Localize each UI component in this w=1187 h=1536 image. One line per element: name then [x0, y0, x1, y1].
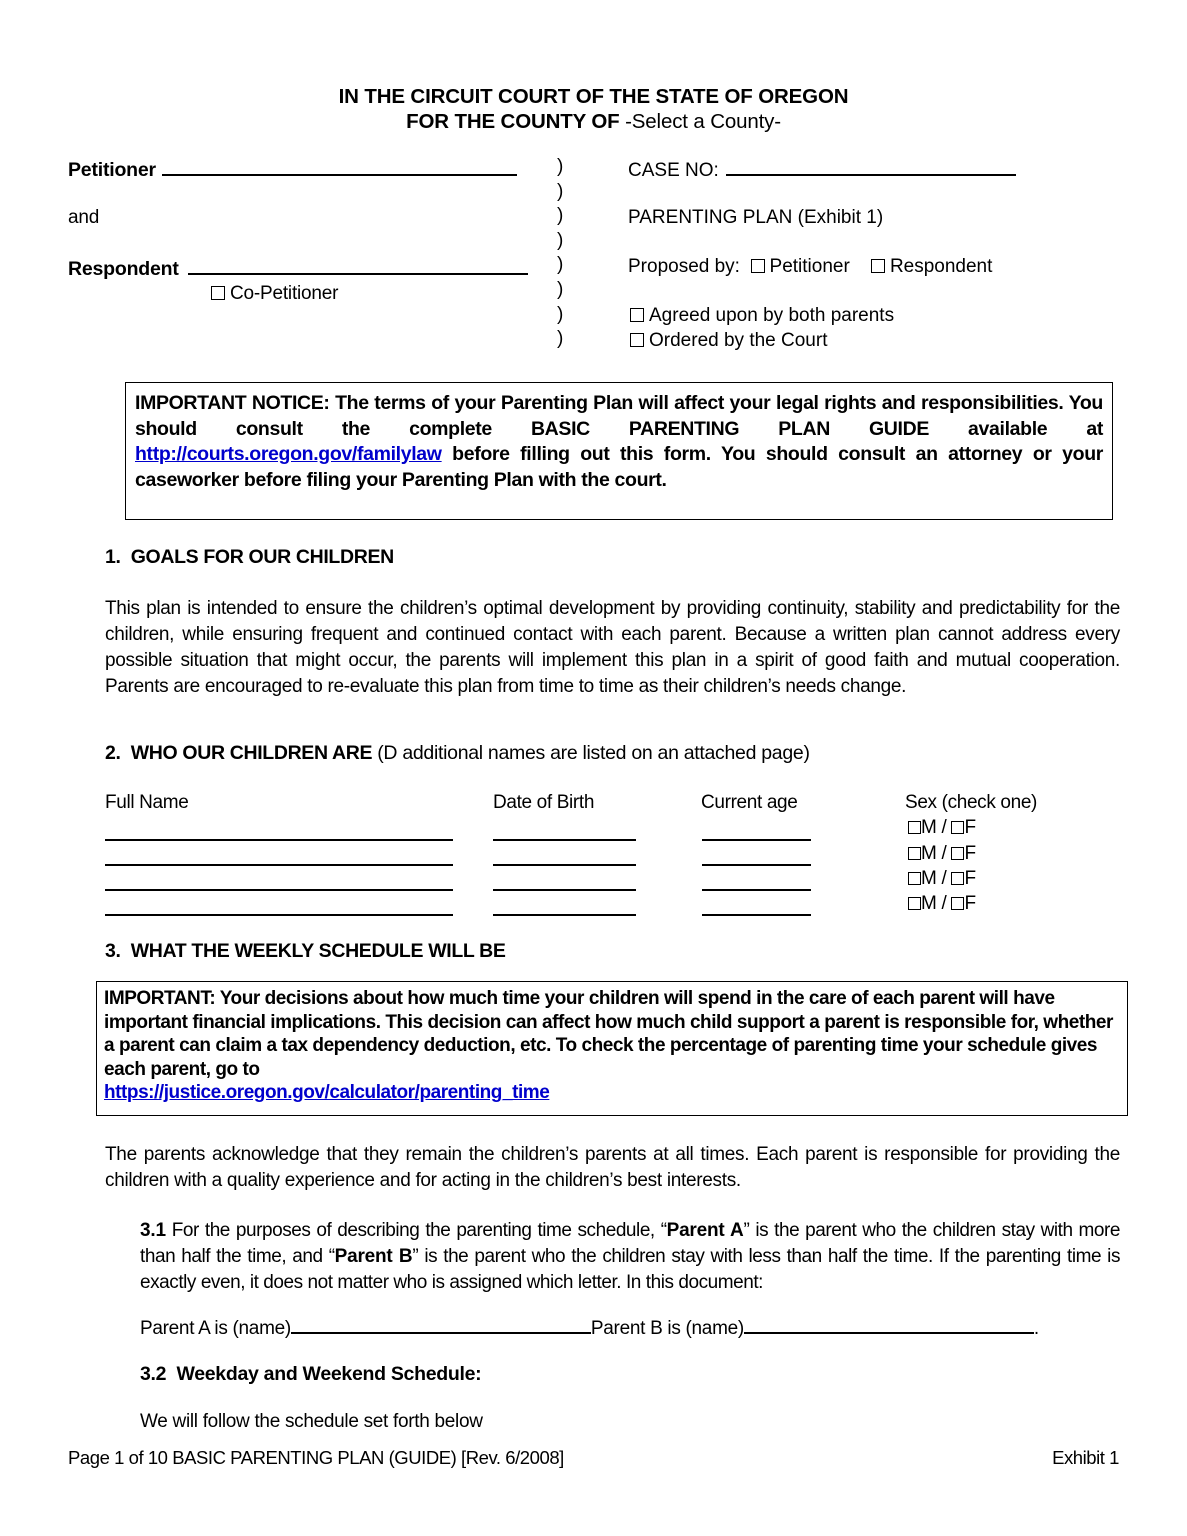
important-financial-text [104, 987, 1120, 1105]
petitioner-row [68, 157, 517, 182]
field-age-row-2[interactable] [702, 864, 811, 866]
paren-mark: ) [557, 254, 564, 276]
parent-line-period: . [1033, 1318, 1039, 1339]
checkbox-icon-female-row-4[interactable] [951, 897, 964, 910]
checkbox-icon-male-row-3[interactable] [908, 872, 921, 885]
county-select-value[interactable]: -Select a County- [625, 110, 781, 133]
section-3-number: 3. [105, 940, 121, 962]
label-female-row-3: F [964, 868, 976, 889]
caption-paren-column [557, 155, 563, 352]
respondent-row [68, 256, 528, 281]
and-label: and [68, 207, 100, 228]
important-notice-box [125, 382, 1113, 520]
important-notice-heading: IMPORTANT NOTICE: [135, 392, 330, 414]
parent-b-name-field[interactable] [744, 1316, 1034, 1334]
paren-mark: ) [557, 328, 564, 350]
sex-checkboxes-row-1[interactable] [908, 817, 976, 839]
label-male-row-3: M [921, 868, 937, 889]
label-female-row-2: F [964, 843, 976, 864]
court-title-line-1: IN THE CIRCUIT COURT OF THE STATE OF OREGON [338, 85, 849, 108]
section-3-1-text [140, 1218, 1120, 1296]
paren-mark: ) [557, 303, 564, 325]
parent-a-name-field[interactable] [291, 1316, 591, 1334]
paren-mark: ) [557, 278, 564, 300]
parent-name-fields-row [140, 1316, 1039, 1340]
parent-a-term: Parent A [666, 1220, 744, 1241]
sex-separator-row-3: / [941, 868, 947, 889]
paren-mark: ) [557, 156, 564, 177]
column-header-full-name: Full Name [105, 792, 189, 813]
checkbox-icon-proposed-petitioner[interactable] [751, 259, 765, 273]
parent-b-label: Parent B is (name) [590, 1318, 744, 1339]
checkbox-icon-female-row-1[interactable] [951, 821, 964, 834]
ordered-label: Ordered by the Court [649, 330, 828, 351]
section-1-body: This plan is intended to ensure the children’s optimal development by providing continuity, stability and predictability for the children, while ensuring frequent and continued contact with each parent. Because a written plan cannot address every possible situation that might occur, the parents will implement this plan in a spirit of good faith and mutual cooperation. Parents are encouraged to re-evaluate this plan from time to time as their children’s needs change. [105, 598, 1120, 697]
field-full-name-row-3[interactable] [105, 889, 453, 891]
section-3-1-part-1: For the purposes of describing the parenting time schedule, “ [165, 1220, 667, 1241]
petitioner-label: Petitioner [68, 159, 156, 181]
field-full-name-row-2[interactable] [105, 864, 453, 866]
court-title-line-2 [0, 109, 1187, 134]
label-female-row-1: F [964, 817, 976, 838]
section-2-number: 2. [105, 742, 121, 764]
proposed-respondent-label: Respondent [889, 256, 993, 277]
checkbox-icon-proposed-respondent[interactable] [871, 259, 885, 273]
parent-a-label: Parent A is (name) [140, 1318, 291, 1339]
footer-left-text: Page 1 of 10 BASIC PARENTING PLAN (GUIDE) [Rev. 6/2008] [68, 1447, 564, 1468]
field-dob-row-3[interactable] [493, 889, 636, 891]
petitioner-name-field[interactable] [162, 157, 517, 176]
parenting-time-calculator-link[interactable]: https://justice.oregon.gov/calculator/parenting_time [104, 1082, 550, 1103]
parents-acknowledgement-text: The parents acknowledge that they remain the children’s parents at all times. Each parent is responsible for providing the children with a quality experience and for acting in the children’s best interests. [105, 1144, 1120, 1191]
checkbox-icon-female-row-3[interactable] [951, 872, 964, 885]
column-header-date-of-birth: Date of Birth [493, 792, 595, 813]
checkbox-icon-male-row-4[interactable] [908, 897, 921, 910]
sex-separator-row-4: / [941, 893, 947, 914]
checkbox-icon-agreed[interactable] [630, 308, 644, 322]
paren-mark: ) [557, 229, 564, 251]
important-notice-text [135, 391, 1103, 493]
field-dob-row-1[interactable] [493, 839, 636, 841]
section-3-2-title: Weekday and Weekend Schedule: [176, 1363, 482, 1385]
section-3-1-part-2: ” is the parent who the children stay with more than half the time, and “ [140, 1220, 1121, 1267]
section-3-1-part-3: ” is the parent who the children stay with less than half the time. If the parenting time is exactly even, it does not matter who is assigned which letter. In this document: [140, 1246, 1120, 1293]
case-number-label: CASE NO: [628, 160, 719, 181]
and-row [68, 207, 99, 229]
agreed-label: Agreed upon by both parents [649, 305, 895, 326]
paren-mark: ) [557, 180, 564, 202]
checkbox-icon-male-row-2[interactable] [908, 847, 921, 860]
sex-checkboxes-row-2[interactable] [908, 843, 976, 865]
case-number-field[interactable] [726, 157, 1016, 176]
section-2-heading [105, 742, 810, 765]
parent-b-term: Parent B [334, 1246, 413, 1267]
column-header-sex: Sex (check one) [905, 792, 1038, 813]
parenting-plan-title: PARENTING PLAN (Exhibit 1) [628, 207, 884, 228]
section-1-title: GOALS FOR OUR CHILDREN [130, 546, 394, 568]
checkbox-icon-female-row-2[interactable] [951, 847, 964, 860]
section-3-heading [105, 940, 506, 963]
label-male-row-2: M [921, 843, 937, 864]
section-1-heading [105, 546, 394, 569]
co-petitioner-label: Co-Petitioner [230, 283, 339, 304]
checkbox-icon-ordered[interactable] [630, 333, 644, 347]
section-2-note: (D additional names are listed on an attached page) [377, 742, 810, 764]
co-petitioner-row[interactable] [211, 283, 338, 305]
important-financial-heading: IMPORTANT: [104, 988, 216, 1009]
column-header-current-age: Current age [701, 792, 798, 813]
field-dob-row-4[interactable] [493, 914, 636, 916]
checkbox-icon-co-petitioner[interactable] [211, 286, 225, 300]
agreed-by-parents-row[interactable] [630, 305, 894, 327]
respondent-name-field[interactable] [188, 256, 528, 275]
important-notice-part-2: before filling out this form. You should consult an attorney or your caseworker before filing your Parenting Plan with the court. [135, 443, 1103, 491]
field-age-row-4[interactable] [702, 914, 811, 916]
label-male-row-4: M [921, 893, 937, 914]
case-number-row [628, 157, 1016, 182]
county-of-label: FOR THE COUNTY OF [406, 110, 620, 133]
respondent-label: Respondent [68, 258, 179, 280]
label-male-row-1: M [921, 817, 937, 838]
section-3-2-number: 3.2 [140, 1363, 167, 1385]
section-3-2-heading [140, 1363, 481, 1386]
important-financial-box [96, 981, 1128, 1116]
important-financial-body: Your decisions about how much time your children will spend in the care of each parent will have important financial implications. This decision can affect how much child support a parent is responsible for, whether a parent can claim a tax dependency deduction, etc. To check the percentage of parenting time your schedule gives each parent, go to [104, 988, 1113, 1080]
footer-right-text: Exhibit 1 [1052, 1447, 1119, 1468]
field-full-name-row-4[interactable] [105, 914, 453, 916]
sex-separator-row-2: / [941, 843, 947, 864]
field-dob-row-2[interactable] [493, 864, 636, 866]
section-3-title: WHAT THE WEEKLY SCHEDULE WILL BE [130, 940, 506, 962]
sex-checkboxes-row-4[interactable] [908, 893, 976, 915]
field-age-row-3[interactable] [702, 889, 811, 891]
field-full-name-row-1[interactable] [105, 839, 453, 841]
checkbox-icon-male-row-1[interactable] [908, 821, 921, 834]
field-age-row-1[interactable] [702, 839, 811, 841]
sex-separator-row-1: / [941, 817, 947, 838]
proposed-by-row [628, 256, 992, 278]
paren-mark: ) [557, 205, 564, 227]
section-3-1-number: 3.1 [140, 1220, 166, 1241]
court-header [0, 84, 1187, 134]
case-caption-block [0, 155, 1187, 360]
proposed-petitioner-label: Petitioner [769, 256, 850, 277]
proposed-by-label: Proposed by: [628, 256, 740, 277]
important-notice-part-1: The terms of your Parenting Plan will affect your legal rights and responsibilities. You should consult the complete BASIC PARENTING PLAN GUIDE available at [135, 392, 1103, 440]
follow-schedule-text: We will follow the schedule set forth below [140, 1411, 483, 1432]
section-1-number: 1. [105, 546, 121, 568]
section-2-title: WHO OUR CHILDREN ARE [130, 742, 373, 764]
ordered-by-court-row[interactable] [630, 330, 827, 352]
sex-checkboxes-row-3[interactable] [908, 868, 976, 890]
label-female-row-4: F [964, 893, 976, 914]
family-law-link[interactable]: http://courts.oregon.gov/familylaw [135, 443, 442, 465]
